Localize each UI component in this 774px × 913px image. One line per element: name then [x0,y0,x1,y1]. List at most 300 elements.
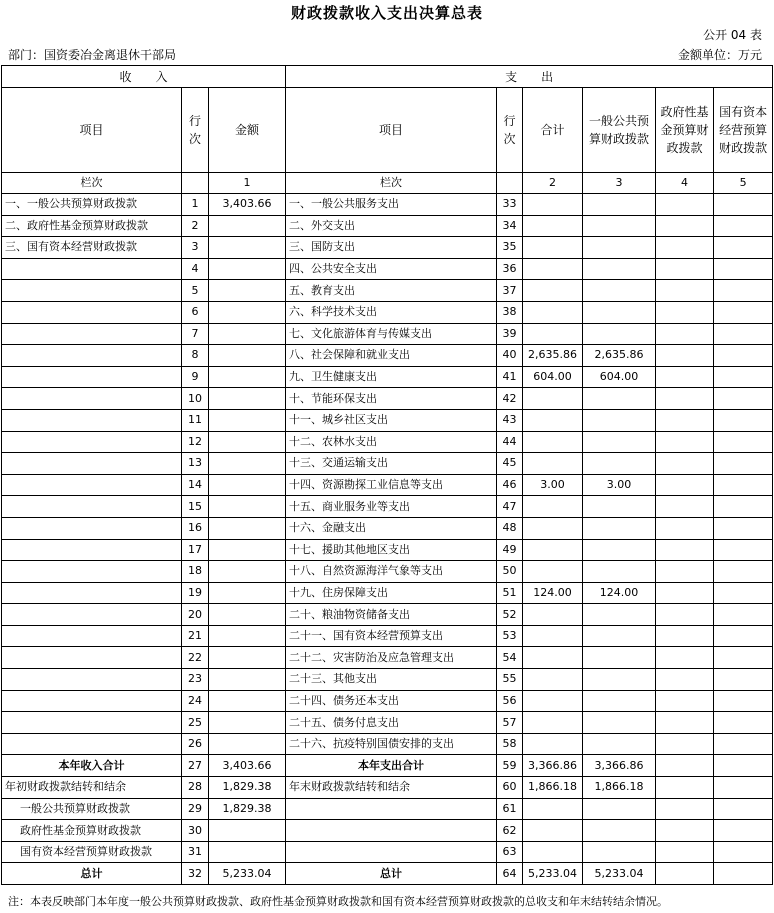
income-item-cell [2,496,182,518]
general-budget-cell [583,820,656,842]
expense-item-cell: 八、社会保障和就业支出 [286,345,497,367]
gov-fund-cell [656,409,714,431]
expense-section-header: 支 出 [286,66,773,88]
general-budget-cell [583,798,656,820]
income-item-cell: 国有资本经营预算财政拨款 [2,841,182,863]
column-number-empty [497,173,523,194]
income-item-cell [2,431,182,453]
expense-item-cell: 十二、农林水支出 [286,431,497,453]
state-capital-cell [714,280,773,302]
income-amount-cell [209,323,286,345]
table-row [2,323,773,345]
state-capital-cell [714,453,773,475]
income-row-no-cell: 27 [182,755,209,777]
expense-item-cell: 二十二、灾害防治及应急管理支出 [286,647,497,669]
gov-fund-cell [656,820,714,842]
general-budget-cell [583,194,656,216]
table-row [2,517,773,539]
header-row-sections [2,66,773,88]
column-number-3: 3 [583,173,656,194]
table-row [2,712,773,734]
income-row-no-cell: 2 [182,215,209,237]
income-item-header: 项目 [2,88,182,173]
general-budget-cell: 1,866.18 [583,777,656,799]
gov-fund-cell [656,431,714,453]
table-row [2,820,773,842]
total-cell [523,280,583,302]
gov-fund-cell [656,194,714,216]
expense-row-no-cell: 55 [497,669,523,691]
income-item-cell [2,345,182,367]
total-cell [523,539,583,561]
table-row [2,453,773,475]
income-row-no-cell: 4 [182,258,209,280]
general-budget-cell [583,625,656,647]
income-row-no-cell: 10 [182,388,209,410]
expense-row-no-cell: 42 [497,388,523,410]
table-row [2,561,773,583]
column-label-income: 栏次 [2,173,182,194]
income-item-cell: 政府性基金预算财政拨款 [2,820,182,842]
income-amount-cell [209,820,286,842]
table-row [2,582,773,604]
income-amount-cell [209,517,286,539]
expense-item-cell: 一、一般公共服务支出 [286,194,497,216]
income-item-cell [2,453,182,475]
total-cell [523,215,583,237]
state-capital-cell [714,820,773,842]
expense-item-cell: 十三、交通运输支出 [286,453,497,475]
income-item-cell: 一、一般公共预算财政拨款 [2,194,182,216]
income-amount-cell [209,366,286,388]
gov-fund-cell [656,755,714,777]
header-row-columns [2,88,773,173]
gov-fund-cell [656,733,714,755]
income-amount-cell [209,841,286,863]
expense-row-no-cell: 39 [497,323,523,345]
column-number-2: 2 [523,173,583,194]
income-amount-cell [209,539,286,561]
total-cell [523,388,583,410]
table-row [2,798,773,820]
form-code: 公开 04 表 [703,28,762,42]
income-row-no-cell: 30 [182,820,209,842]
total-cell: 3.00 [523,474,583,496]
income-item-cell: 二、政府性基金预算财政拨款 [2,215,182,237]
income-item-cell: 三、国有资本经营财政拨款 [2,237,182,259]
table-row [2,409,773,431]
expense-item-cell: 十一、城乡社区支出 [286,409,497,431]
income-row-no-cell: 15 [182,496,209,518]
income-item-cell [2,647,182,669]
general-budget-cell: 604.00 [583,366,656,388]
total-cell: 124.00 [523,582,583,604]
total-cell [523,301,583,323]
expense-row-no-cell: 50 [497,561,523,583]
state-capital-cell [714,582,773,604]
table-row [2,841,773,863]
income-amount-cell [209,280,286,302]
total-cell [523,625,583,647]
income-row-no-cell: 32 [182,863,209,885]
income-item-cell: 一般公共预算财政拨款 [2,798,182,820]
expense-row-no-cell: 56 [497,690,523,712]
income-amount-cell [209,496,286,518]
total-cell [523,820,583,842]
table-row [2,625,773,647]
income-amount-cell: 3,403.66 [209,194,286,216]
state-capital-cell [714,258,773,280]
income-row-no-cell: 31 [182,841,209,863]
income-amount-cell [209,453,286,475]
general-budget-cell [583,301,656,323]
gov-fund-cell [656,712,714,734]
income-amount-cell: 1,829.38 [209,777,286,799]
column-number-4: 4 [656,173,714,194]
total-cell [523,453,583,475]
income-item-cell [2,561,182,583]
income-row-no-cell: 7 [182,323,209,345]
expense-row-no-cell: 40 [497,345,523,367]
total-cell [523,323,583,345]
state-capital-cell [714,237,773,259]
general-budget-cell [583,431,656,453]
general-budget-cell: 124.00 [583,582,656,604]
expense-row-no-cell: 36 [497,258,523,280]
expense-item-cell: 二十五、债务付息支出 [286,712,497,734]
total-cell [523,712,583,734]
income-amount-cell [209,690,286,712]
income-item-cell [2,582,182,604]
income-item-cell: 本年收入合计 [2,755,182,777]
expense-item-cell: 三、国防支出 [286,237,497,259]
total-cell [523,669,583,691]
income-amount-cell [209,345,286,367]
general-budget-cell [583,539,656,561]
income-row-no-cell: 25 [182,712,209,734]
state-capital-cell [714,517,773,539]
income-amount-cell [209,388,286,410]
gov-fund-cell [656,777,714,799]
income-amount-cell [209,604,286,626]
expense-row-no-cell: 43 [497,409,523,431]
total-cell: 1,866.18 [523,777,583,799]
income-item-cell [2,301,182,323]
state-capital-cell [714,798,773,820]
table-row [2,863,773,885]
income-item-cell [2,604,182,626]
income-amount-cell [209,625,286,647]
income-amount-cell [209,431,286,453]
state-capital-cell [714,388,773,410]
gov-fund-cell [656,301,714,323]
expense-item-cell [286,798,497,820]
state-capital-cell [714,301,773,323]
income-amount-cell: 3,403.66 [209,755,286,777]
income-row-no-cell: 13 [182,453,209,475]
total-cell [523,431,583,453]
income-item-cell [2,625,182,647]
income-amount-cell: 1,829.38 [209,798,286,820]
income-row-no-header: 行次 [182,88,209,173]
expense-item-cell: 二十六、抗疫特别国债安排的支出 [286,733,497,755]
income-item-cell [2,258,182,280]
general-budget-cell: 2,635.86 [583,345,656,367]
income-item-cell [2,409,182,431]
expense-item-cell: 七、文化旅游体育与传媒支出 [286,323,497,345]
table-row [2,777,773,799]
state-capital-cell [714,474,773,496]
income-item-cell [2,323,182,345]
income-item-cell [2,733,182,755]
income-section-header: 收 入 [2,66,286,88]
expense-item-cell: 十、节能环保支出 [286,388,497,410]
column-number-1: 1 [209,173,286,194]
expense-item-cell [286,841,497,863]
table-row [2,237,773,259]
expense-row-no-cell: 61 [497,798,523,820]
income-row-no-cell: 8 [182,345,209,367]
total-cell [523,409,583,431]
expense-row-no-cell: 59 [497,755,523,777]
income-row-no-cell: 18 [182,561,209,583]
total-header: 合计 [523,88,583,173]
table-row [2,733,773,755]
income-amount-cell [209,409,286,431]
gov-fund-cell [656,258,714,280]
expense-row-no-cell: 58 [497,733,523,755]
general-budget-cell [583,409,656,431]
income-amount-cell [209,301,286,323]
expense-row-no-cell: 37 [497,280,523,302]
gov-fund-cell [656,690,714,712]
general-budget-cell [583,323,656,345]
table-row [2,474,773,496]
income-amount-header: 金额 [209,88,286,173]
state-capital-cell [714,841,773,863]
column-label-expense: 栏次 [286,173,497,194]
column-number-5: 5 [714,173,773,194]
gov-fund-cell [656,841,714,863]
general-budget-cell [583,496,656,518]
income-item-cell [2,539,182,561]
gov-fund-cell [656,474,714,496]
total-cell [523,798,583,820]
expense-item-cell: 十六、金融支出 [286,517,497,539]
expense-item-cell: 二十、粮油物资储备支出 [286,604,497,626]
expense-item-cell: 四、公共安全支出 [286,258,497,280]
income-item-cell: 总计 [2,863,182,885]
gov-fund-cell [656,345,714,367]
general-budget-cell: 3,366.86 [583,755,656,777]
state-capital-cell [714,755,773,777]
state-capital-cell [714,712,773,734]
income-row-no-cell: 17 [182,539,209,561]
income-item-cell [2,712,182,734]
expense-row-no-cell: 63 [497,841,523,863]
gov-fund-cell [656,604,714,626]
expense-item-cell: 二十一、国有资本经营预算支出 [286,625,497,647]
table-row [2,647,773,669]
gov-fund-cell [656,863,714,885]
expense-row-no-cell: 49 [497,539,523,561]
state-capital-cell [714,496,773,518]
state-capital-cell [714,777,773,799]
expense-item-cell: 十七、援助其他地区支出 [286,539,497,561]
expense-row-no-cell: 54 [497,647,523,669]
gov-fund-cell [656,453,714,475]
state-capital-cell [714,561,773,583]
income-row-no-cell: 3 [182,237,209,259]
income-row-no-cell: 28 [182,777,209,799]
expense-row-no-cell: 53 [497,625,523,647]
gov-fund-cell [656,237,714,259]
state-capital-cell [714,733,773,755]
table-row [2,194,773,216]
total-cell [523,194,583,216]
state-capital-cell [714,323,773,345]
expense-row-no-cell: 45 [497,453,523,475]
income-row-no-cell: 1 [182,194,209,216]
column-number-empty [182,173,209,194]
income-amount-cell: 5,233.04 [209,863,286,885]
gov-fund-cell [656,798,714,820]
state-capital-header: 国有资本经营预算财政拨款 [714,88,773,173]
finance-table [1,65,773,885]
income-item-cell: 年初财政拨款结转和结余 [2,777,182,799]
general-budget-cell [583,453,656,475]
expense-row-no-cell: 48 [497,517,523,539]
expense-row-no-cell: 60 [497,777,523,799]
expense-item-cell: 十五、商业服务业等支出 [286,496,497,518]
expense-item-cell: 年末财政拨款结转和结余 [286,777,497,799]
table-row [2,669,773,691]
total-cell [523,841,583,863]
income-row-no-cell: 29 [182,798,209,820]
unit-label: 金额单位：万元 [677,48,762,62]
expense-item-header: 项目 [286,88,497,173]
state-capital-cell [714,539,773,561]
income-row-no-cell: 23 [182,669,209,691]
general-budget-cell [583,237,656,259]
total-cell [523,733,583,755]
total-cell [523,237,583,259]
expense-item-cell: 二十四、债务还本支出 [286,690,497,712]
general-budget-cell [583,388,656,410]
general-budget-cell [583,517,656,539]
gov-fund-cell [656,215,714,237]
expense-row-no-cell: 44 [497,431,523,453]
income-item-cell [2,669,182,691]
income-amount-cell [209,215,286,237]
state-capital-cell [714,194,773,216]
general-budget-header: 一般公共预算财政拨款 [583,88,656,173]
income-amount-cell [209,669,286,691]
income-row-no-cell: 21 [182,625,209,647]
expense-item-cell: 九、卫生健康支出 [286,366,497,388]
income-item-cell [2,474,182,496]
expense-row-no-cell: 51 [497,582,523,604]
state-capital-cell [714,345,773,367]
income-amount-cell [209,733,286,755]
income-amount-cell [209,474,286,496]
expense-row-no-cell: 62 [497,820,523,842]
state-capital-cell [714,366,773,388]
table-row [2,388,773,410]
gov-fund-cell [656,539,714,561]
income-row-no-cell: 19 [182,582,209,604]
footnote: 注：本表反映部门本年度一般公共预算财政拨款、政府性基金预算财政拨款和国有资本经营预算财政拨款的总收支和年末结转结余情况。 [8,895,668,908]
income-row-no-cell: 5 [182,280,209,302]
income-amount-cell [209,582,286,604]
table-row [2,755,773,777]
total-cell [523,517,583,539]
total-cell: 3,366.86 [523,755,583,777]
gov-fund-cell [656,323,714,345]
income-row-no-cell: 22 [182,647,209,669]
expense-row-no-cell: 34 [497,215,523,237]
expense-row-no-cell: 35 [497,237,523,259]
gov-fund-cell [656,582,714,604]
gov-fund-cell [656,647,714,669]
state-capital-cell [714,690,773,712]
header-row-column-numbers [2,173,773,194]
total-cell [523,561,583,583]
general-budget-cell [583,841,656,863]
expense-item-cell: 十八、自然资源海洋气象等支出 [286,561,497,583]
income-amount-cell [209,561,286,583]
expense-item-cell: 六、科学技术支出 [286,301,497,323]
table-row [2,539,773,561]
income-item-cell [2,690,182,712]
expense-row-no-header: 行次 [497,88,523,173]
state-capital-cell [714,215,773,237]
gov-fund-cell [656,561,714,583]
table-row [2,431,773,453]
state-capital-cell [714,863,773,885]
expense-item-cell: 二十三、其他支出 [286,669,497,691]
gov-fund-header: 政府性基金预算财政拨款 [656,88,714,173]
total-cell [523,496,583,518]
total-cell: 2,635.86 [523,345,583,367]
income-amount-cell [209,258,286,280]
general-budget-cell [583,669,656,691]
expense-row-no-cell: 47 [497,496,523,518]
state-capital-cell [714,669,773,691]
income-item-cell [2,366,182,388]
general-budget-cell: 3.00 [583,474,656,496]
state-capital-cell [714,604,773,626]
gov-fund-cell [656,366,714,388]
expense-item-cell: 二、外交支出 [286,215,497,237]
income-row-no-cell: 26 [182,733,209,755]
expense-item-cell: 总计 [286,863,497,885]
state-capital-cell [714,647,773,669]
general-budget-cell [583,280,656,302]
income-amount-cell [209,237,286,259]
gov-fund-cell [656,280,714,302]
total-cell: 604.00 [523,366,583,388]
general-budget-cell [583,215,656,237]
income-row-no-cell: 6 [182,301,209,323]
general-budget-cell: 5,233.04 [583,863,656,885]
general-budget-cell [583,690,656,712]
income-item-cell [2,388,182,410]
income-row-no-cell: 12 [182,431,209,453]
table-row [2,690,773,712]
report-title: 财政拨款收入支出决算总表 [290,4,483,22]
table-row [2,604,773,626]
